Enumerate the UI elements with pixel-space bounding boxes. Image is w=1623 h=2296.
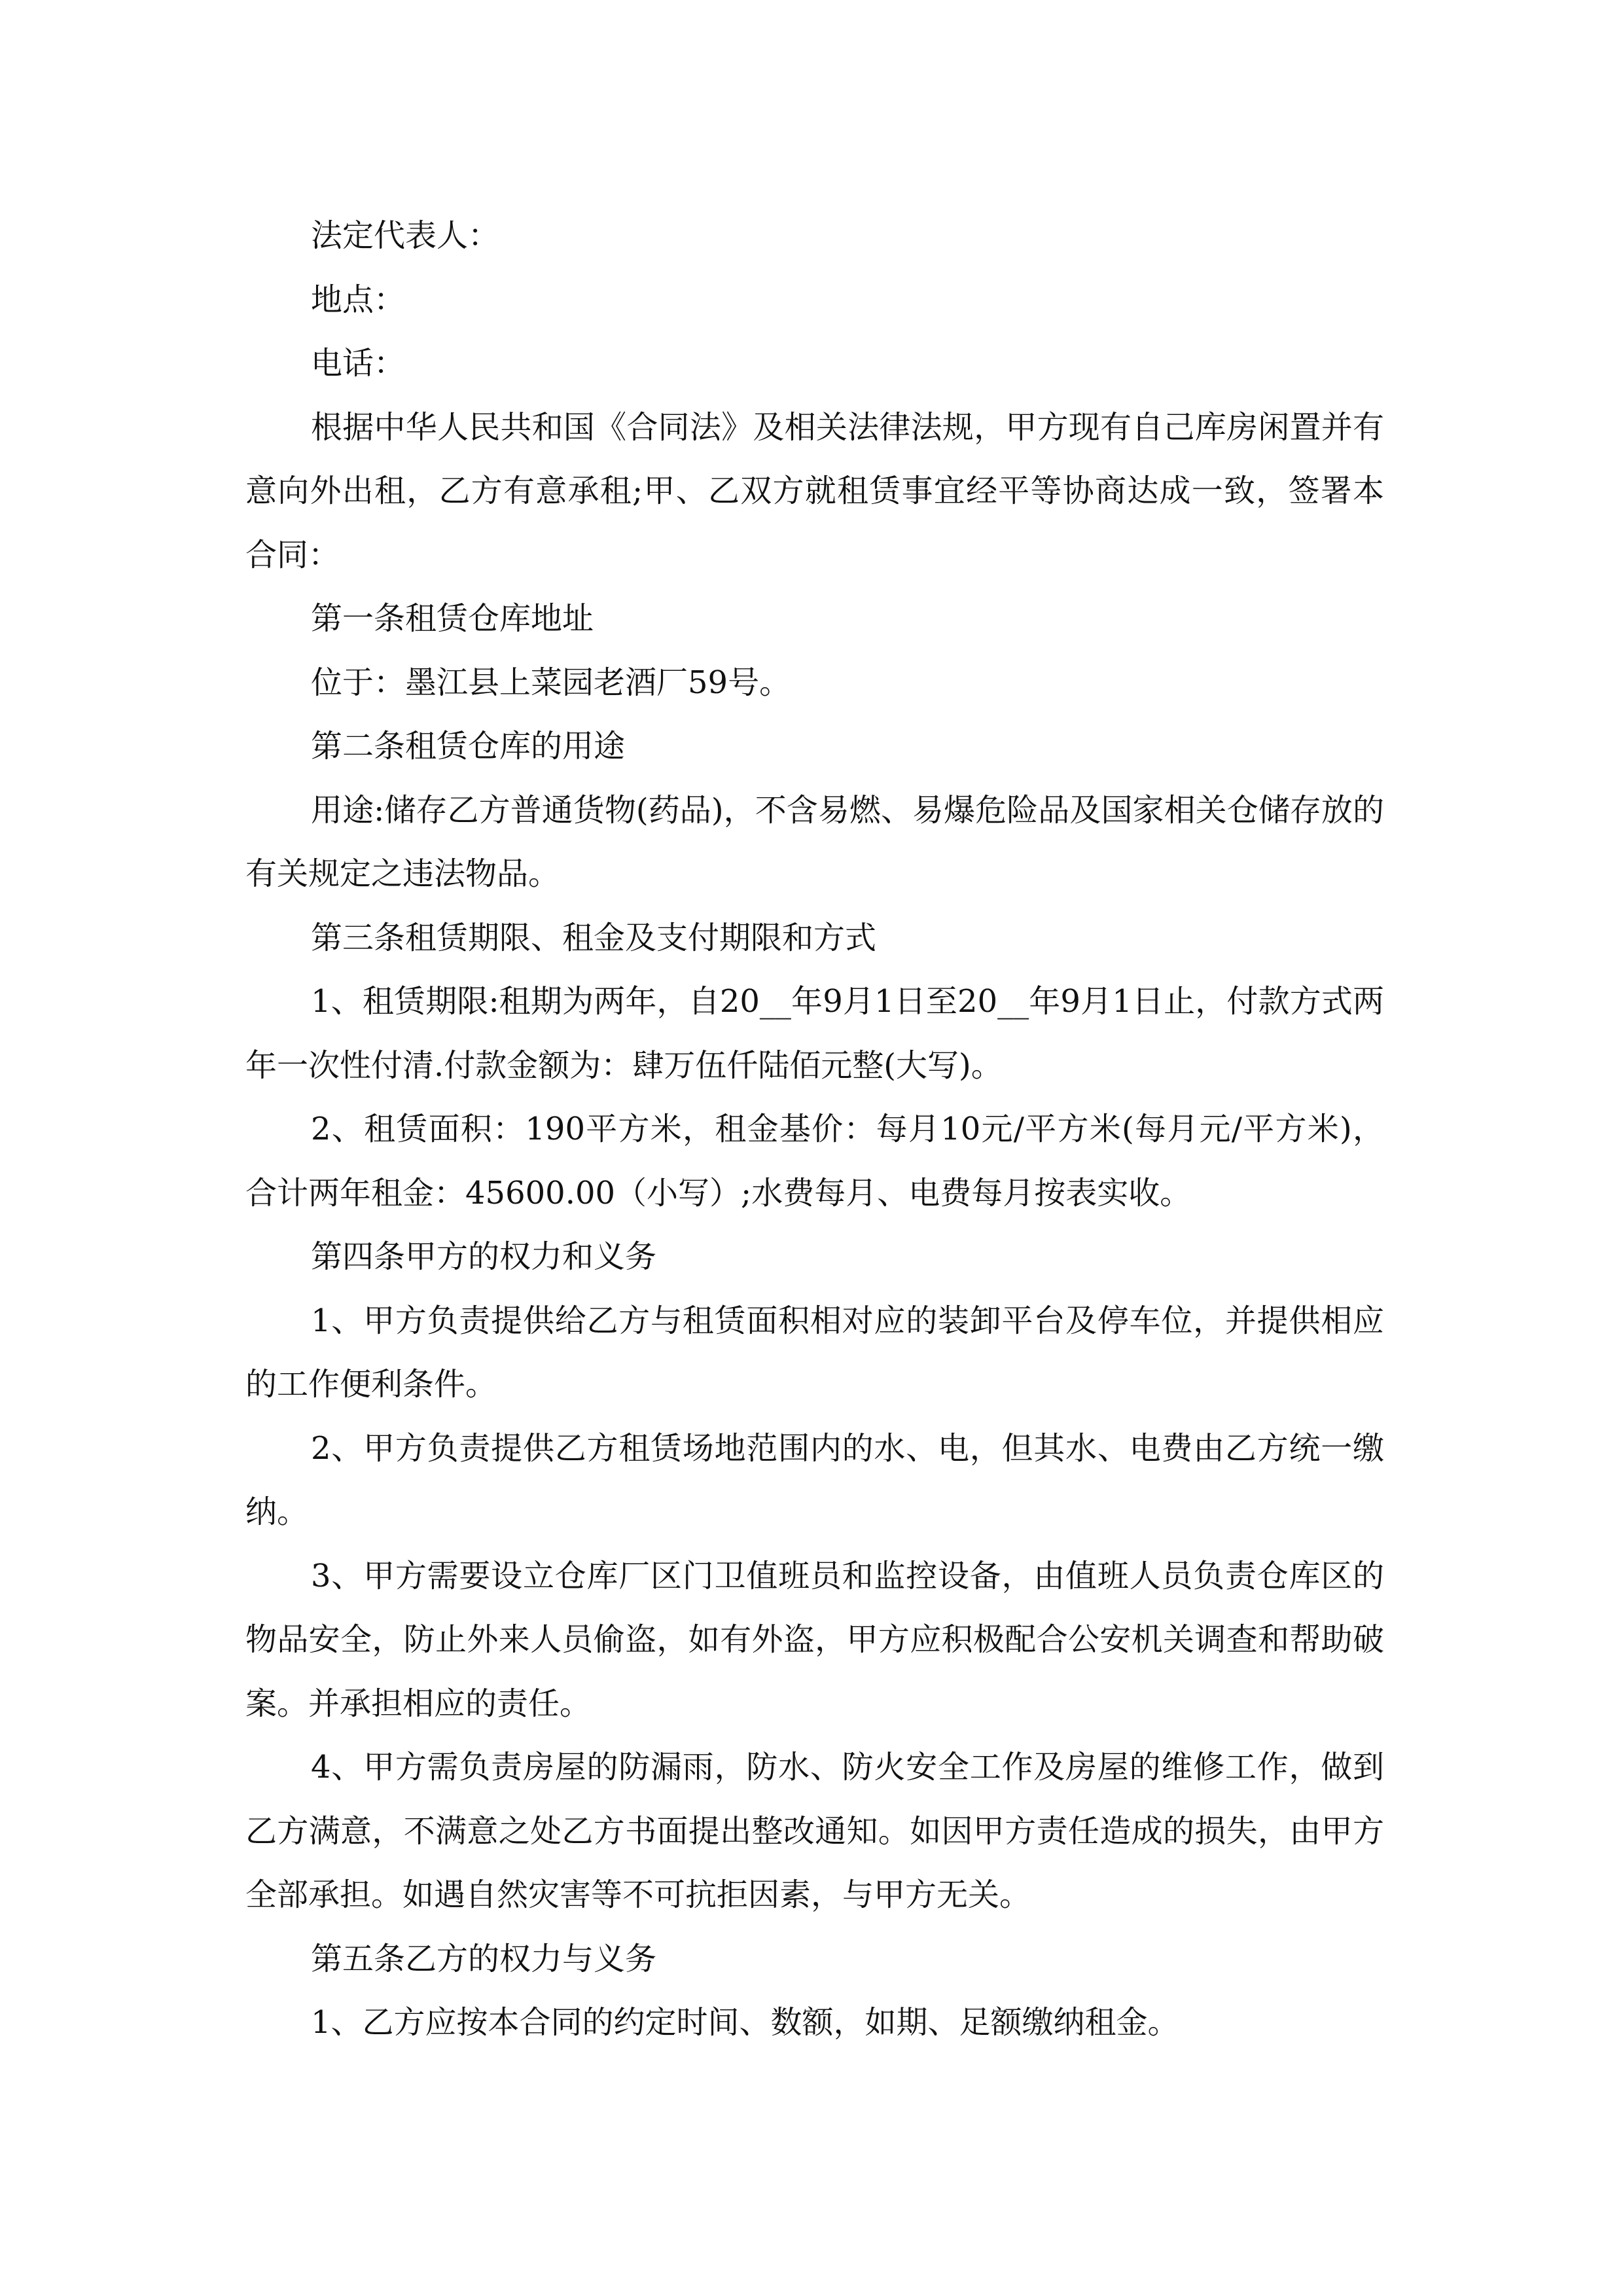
article-4-heading: 第四条甲方的权力和义务 xyxy=(311,1238,657,1275)
article-4-clause-4: 4、甲方需负责房屋的防漏雨，防水、防火安全工作及房屋的维修工作，做到乙方满意，不满意之处乙方书面提出整改通知。如因甲方责任造成的损失，由甲方全部承担。如遇自然灾害等不可抗拒因素，与甲方无关。 xyxy=(245,1749,1384,1913)
contract-body xyxy=(245,204,1384,2055)
article-4-clause-1: 1、甲方负责提供给乙方与租赁面积相对应的装卸平台及停车位，并提供相应的工作便利条件。 xyxy=(245,1302,1384,1403)
preamble-paragraph: 根据中华人民共和国《合同法》及相关法律法规，甲方现有自己库房闲置并有意向外出租，乙方有意承租;甲、乙双方就租赁事宜经平等协商达成一致，签署本合同： xyxy=(245,408,1384,573)
article-5-clause-1: 1、乙方应按本合同的约定时间、数额，如期、足额缴纳租金。 xyxy=(311,2004,1179,2041)
article-2-usage: 用途:储存乙方普通货物(药品)，不含易燃、易爆危险品及国家相关仓储存放的有关规定之违法物品。 xyxy=(245,791,1384,892)
article-1-heading: 第一条租赁仓库地址 xyxy=(311,600,594,637)
phone-line: 电话： xyxy=(311,345,406,382)
article-4-clause-2: 2、甲方负责提供乙方租赁场地范围内的水、电，但其水、电费由乙方统一缴纳。 xyxy=(245,1429,1384,1530)
location-line: 地点： xyxy=(311,281,406,318)
article-3-clause-1: 1、租赁期限:租期为两年，自20__年9月1日至20__年9月1日止，付款方式两年一次性付清.付款金额为：肆万伍仟陆佰元整(大写)。 xyxy=(245,983,1384,1084)
legal-representative-line: 法定代表人： xyxy=(311,217,500,254)
article-2-heading: 第二条租赁仓库的用途 xyxy=(311,728,626,764)
article-5-heading: 第五条乙方的权力与义务 xyxy=(311,1940,657,1977)
article-3-heading: 第三条租赁期限、租金及支付期限和方式 xyxy=(311,919,877,956)
article-4-clause-3: 3、甲方需要设立仓库厂区门卫值班员和监控设备，由值班人员负责仓库区的物品安全，防止外来人员偷盗，如有外盗，甲方应积极配合公安机关调查和帮助破案。并承担相应的责任。 xyxy=(245,1557,1384,1722)
article-1-address: 位于：墨江县上菜园老酒厂59号。 xyxy=(311,664,791,701)
article-3-clause-2: 2、租赁面积：190平方米，租金基价：每月10元/平方米(每月元/平方米)，合计两年租金：45600.00（小写）;水费每月、电费每月按表实收。 xyxy=(245,1111,1384,1211)
